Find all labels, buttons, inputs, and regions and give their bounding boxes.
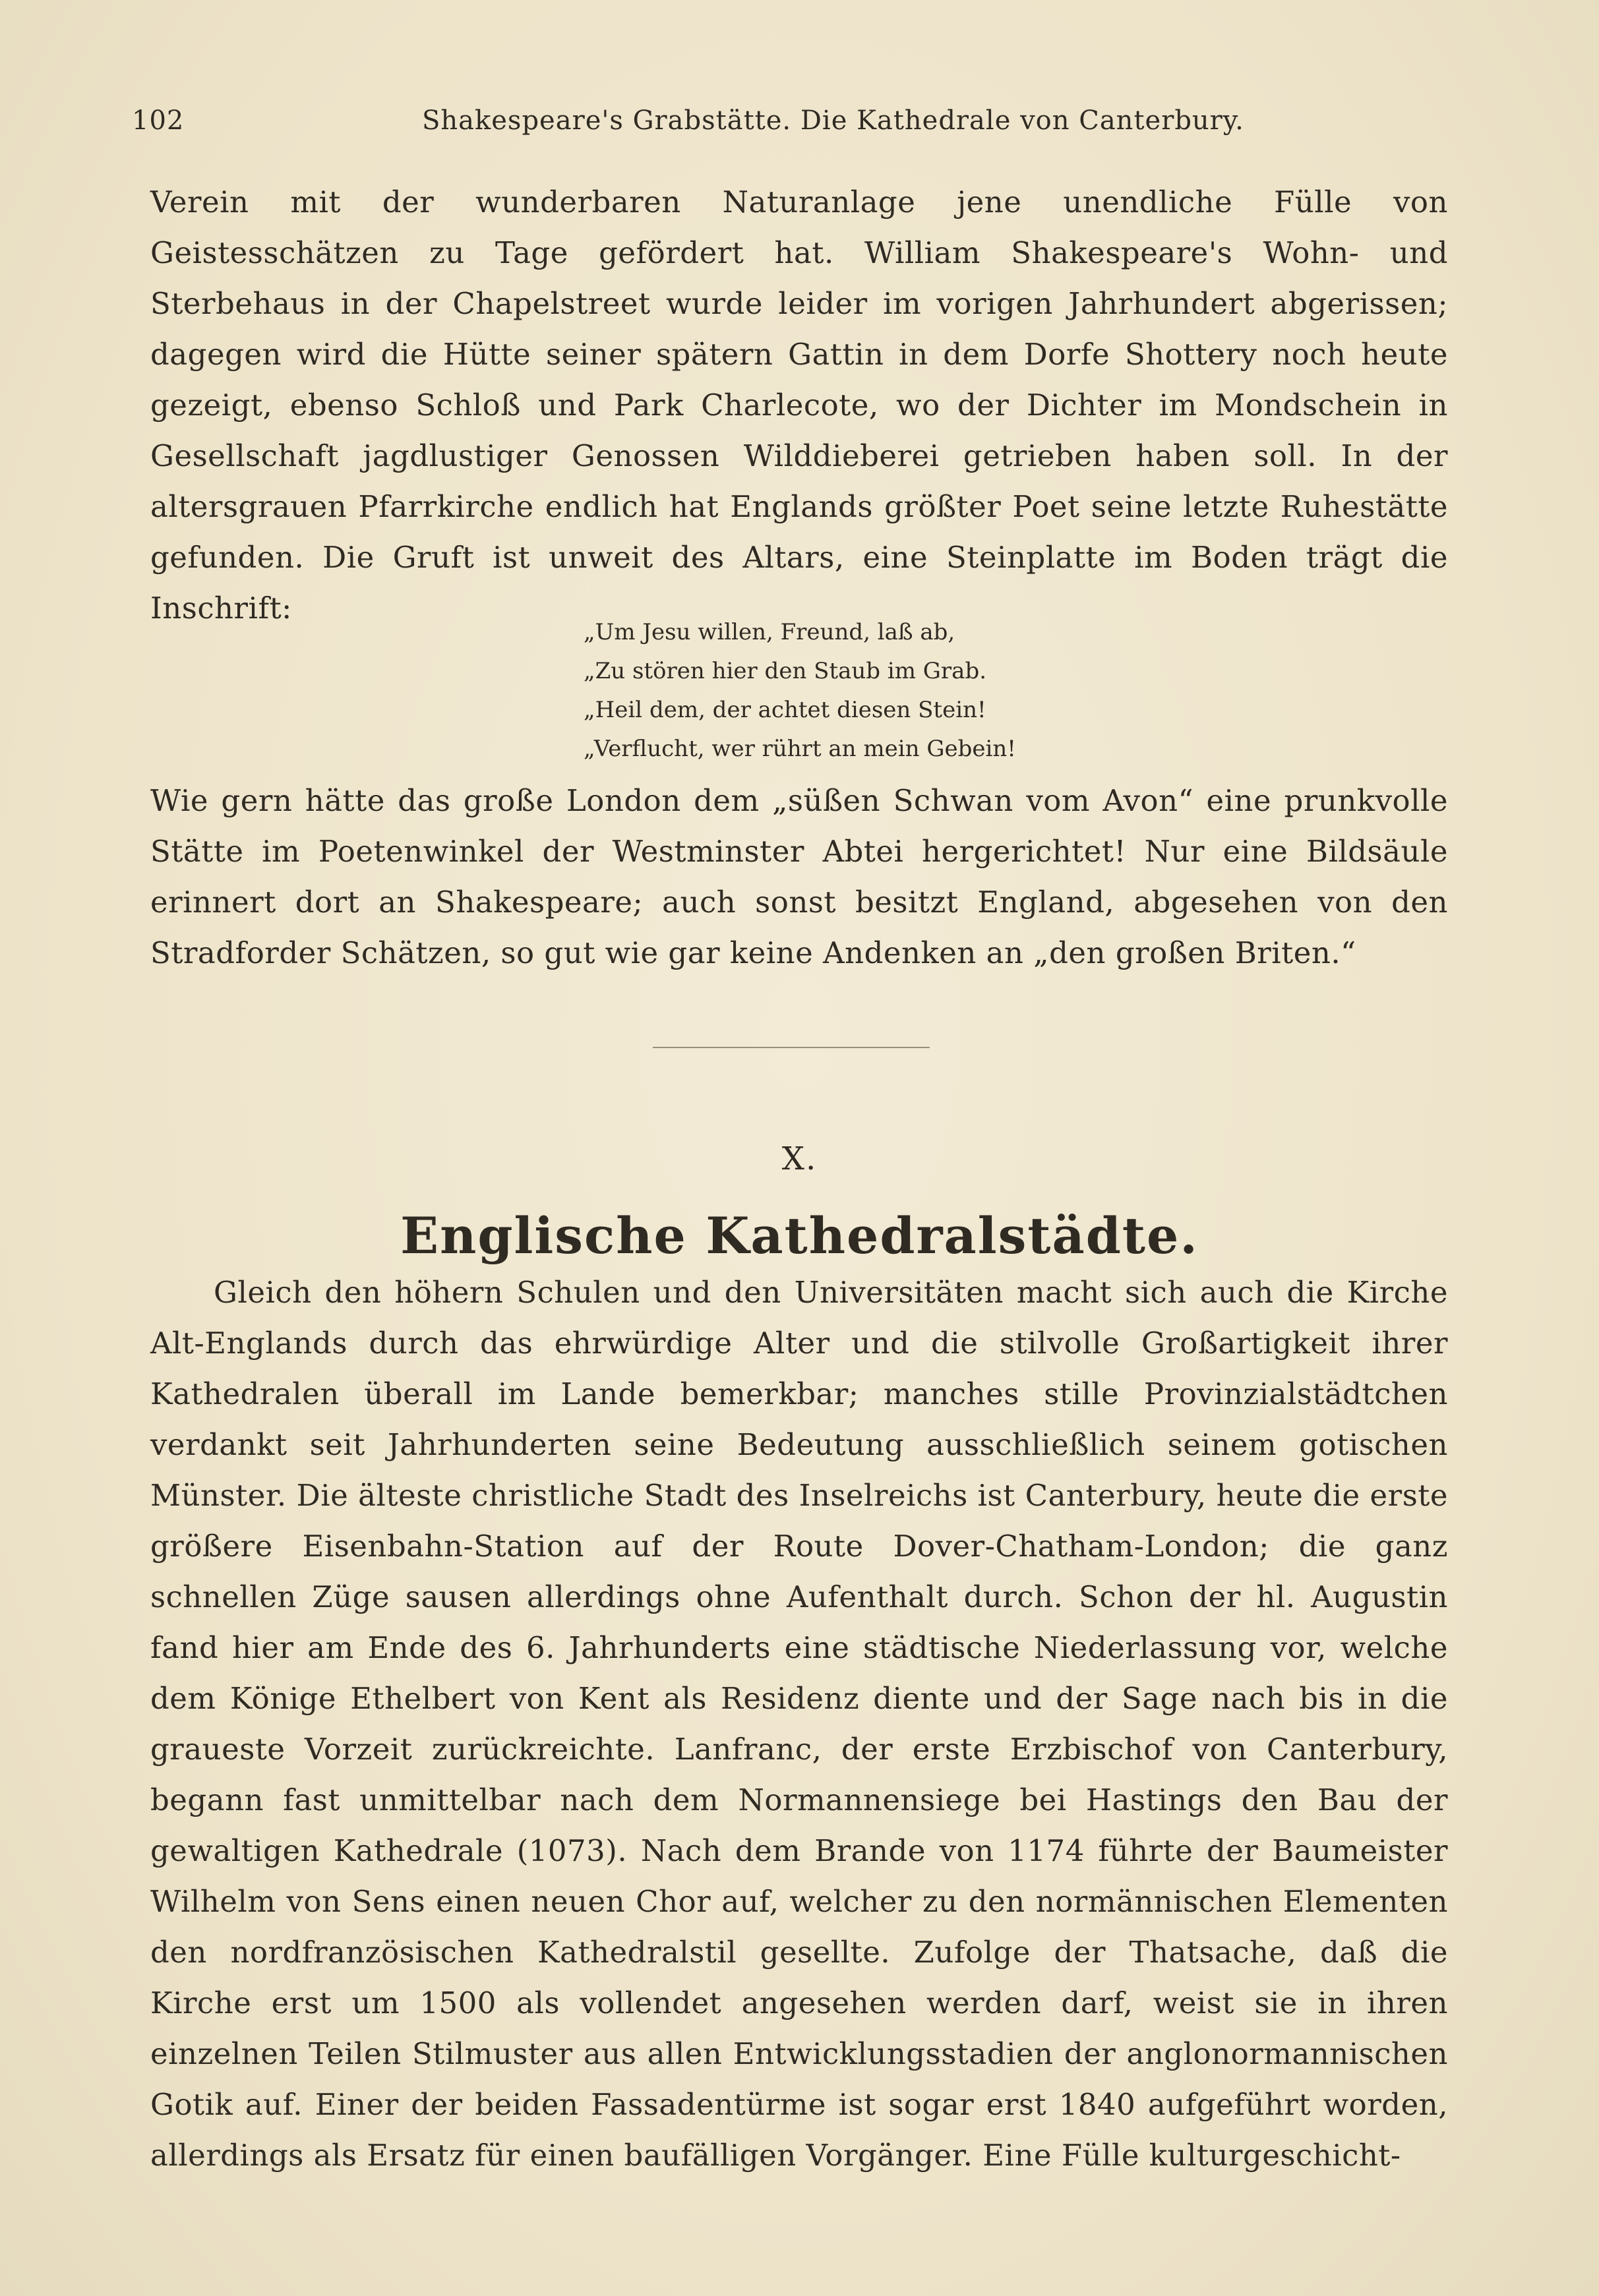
verse-line: „Zu stören hier den Staub im Grab. (584, 658, 987, 684)
chapter-title: Englische Kathedralstädte. (400, 1206, 1199, 1265)
grave-inscription-verse (584, 613, 1016, 769)
verse-line: „Um Jesu willen, Freund, laß ab, (584, 619, 955, 645)
section-divider (653, 1047, 930, 1048)
running-head: Shakespeare's Grabstätte. Die Kathedrale von Canterbury. (422, 105, 1244, 136)
page-number: 102 (132, 105, 185, 136)
verse-line: „Heil dem, der achtet diesen Stein! (584, 697, 986, 723)
page-header (132, 105, 1451, 145)
paragraph-london-memorial: Wie gern hätte das große London dem „süßen Schwan vom Avon“ eine prunkvolle Stätte im Poetenwinkel der Westminster Abtei hergerichtet! Nur eine Bildsäule erinnert dort an Shakespeare; auch sonst besitzt England, abgesehen von den Stradforder Schätzen, so gut wie gar keine Andenken an „den großen Briten.“ (150, 783, 1448, 970)
paragraph-shakespeare-grave: Verein mit der wunderbaren Naturanlage jene unendliche Fülle von Geistesschätzen zu Tage gefördert hat. William Shakespeare's Wohn- und Sterbehaus in der Chapelstreet wurde leider im vorigen Jahrhundert abgerissen; dagegen wird die Hütte seiner spätern Gattin in dem Dorfe Shottery noch heute gezeigt, ebenso Schloß und Park Charlecote, wo der Dichter im Mondschein in Gesellschaft jagdlustiger Genossen Wilddieberei getrieben haben soll. In der altersgrauen Pfarrkirche endlich hat Englands größter Poet seine letzte Ruhestätte gefunden. Die Gruft ist unweit des Altars, eine Steinplatte im Boden trägt die Inschrift: (150, 185, 1448, 626)
paragraph-canterbury: Gleich den höhern Schulen und den Universitäten macht sich auch die Kirche Alt-Englands durch das ehrwürdige Alter und die stilvolle Großartigkeit ihrer Kathedralen überall im Lande bemerkbar; manches stille Provinzialstädtchen verdankt seit Jahrhunderten seine Bedeutung ausschließlich seinem gotischen Münster. Die älteste christliche Stadt des Inselreichs ist Canterbury, heute die erste größere Eisenbahn-Station auf der Route Dover-Chatham-London; die ganz schnellen Züge sausen allerdings ohne Aufenthalt durch. Schon der hl. Augustin fand hier am Ende des 6. Jahrhunderts eine städtische Niederlassung vor, welche dem Könige Ethelbert von Kent als Residenz diente und der Sage nach bis in die graueste Vorzeit zurückreichte. Lanfranc, der erste Erzbischof von Canterbury, begann fast unmittelbar nach dem Normannensiege bei Hastings den Bau der gewaltigen Kathedrale (1073). Nach dem Brande von 1174 führte der Baumeister Wilhelm von Sens einen neuen Chor auf, welcher zu den normännischen Elementen den nordfranzösischen Kathedralstil gesellte. Zufolge der Thatsache, daß die Kirche erst um 1500 als vollendet angesehen werden darf, weist sie in ihren einzelnen Teilen Stilmuster aus allen Entwicklungsstadien der anglonormannischen Gotik auf. Einer der beiden Fassadentürme ist sogar erst 1840 aufgeführt worden, allerdings als Ersatz für einen baufälligen Vorgänger. Eine Fülle kulturgeschicht- (150, 1275, 1448, 2173)
chapter-number: X. (781, 1140, 818, 1177)
verse-line: „Verflucht, wer rührt an mein Gebein! (584, 736, 1016, 762)
